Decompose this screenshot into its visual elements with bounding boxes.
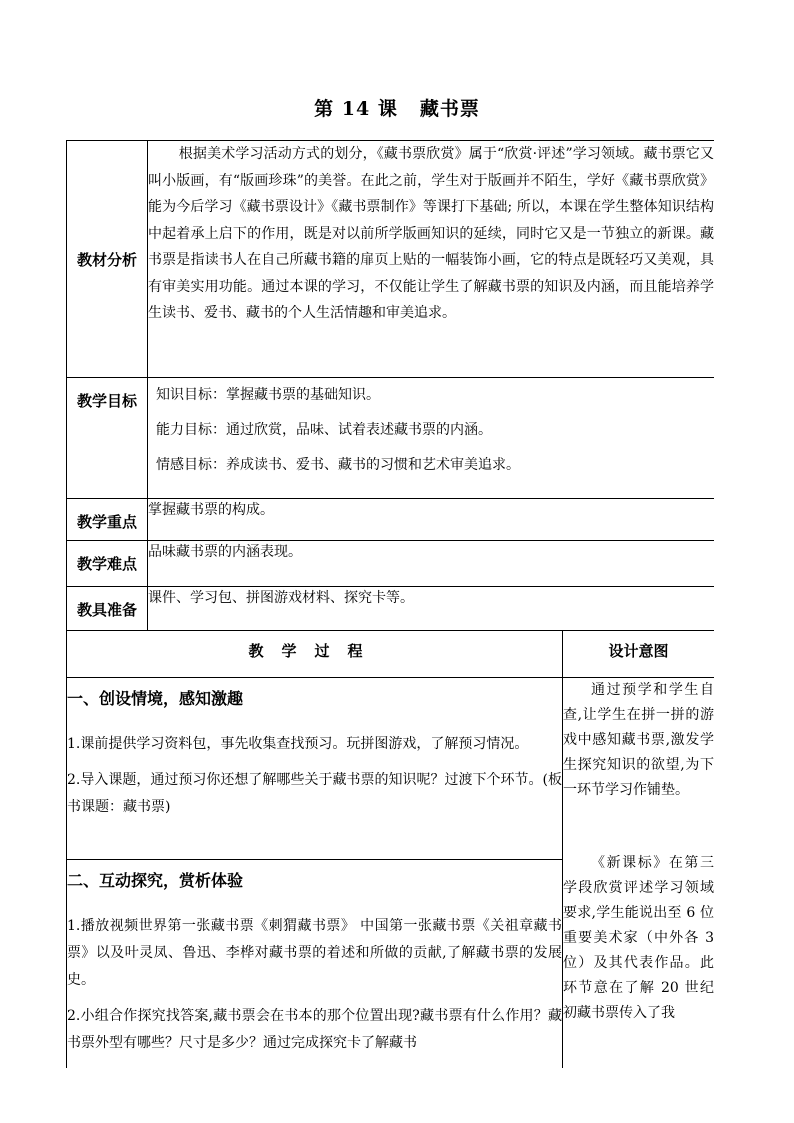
analysis-row (67, 141, 715, 378)
difficulty-text: 品味藏书票的内涵表现。 (148, 541, 715, 587)
goal-ability: 能力目标：通过欣赏，品味、试着表述藏书票的内涵。 (156, 422, 492, 438)
section-2-step-2: 2.小组合作探究找答案,藏书票会在书本的那个位置出现?藏书票有什么作用？藏书票外型有哪些？尺寸是多少？通过完成探究卡了解藏书 (67, 1008, 562, 1051)
section-1-step-2: 2.导入课题，通过预习你还想了解哪些关于藏书票的知识呢？过渡下个环节。(板书课题：藏书票) (67, 772, 562, 815)
difficulty-row (67, 541, 715, 587)
materials-text: 课件、学习包、拼图游戏材料、探究卡等。 (148, 587, 715, 631)
process-header (67, 631, 563, 678)
lesson-plan-table (66, 140, 714, 1068)
process-header-row (67, 631, 715, 678)
goal-knowledge: 知识目标：掌握藏书票的基础知识。 (156, 387, 380, 403)
lesson-title (0, 94, 794, 121)
design-intent-cell (563, 678, 715, 1069)
section-2-intent: 《新课标》在第三学段欣赏评述学习领域要求,学生能说出至 6 位重要美术家（中外各 3 位）及其代表作品。此环节意在了解 20 世纪初藏书票传入了我 (563, 855, 714, 1021)
materials-label: 教具准备 (67, 587, 148, 631)
process-header-label: 教学过程 (248, 642, 381, 660)
key-point-text: 掌握藏书票的构成。 (148, 499, 715, 541)
lesson-number: 第 14 课 (314, 98, 398, 120)
section-2-content (67, 860, 563, 1069)
section-1-content (67, 678, 563, 860)
goals-cell (148, 378, 715, 499)
section-1-intent: 通过预学和学生自查,让学生在拼一拼的游戏中感知藏书票,激发学生探究知识的欲望,为下一环节学习作铺垫。 (563, 682, 714, 798)
materials-row (67, 587, 715, 631)
key-point-row (67, 499, 715, 541)
section-1-step-1: 1.课前提供学习资料包，事先收集查找预习。玩拼图游戏，了解预习情况。 (67, 736, 529, 752)
intent-header: 设计意图 (563, 631, 715, 678)
section-2-heading: 二、互动探究，赏析体验 (67, 871, 244, 890)
section-1-heading: 一、创设情境，感知激趣 (67, 689, 244, 708)
goal-emotion: 情感目标：养成读书、爱书、藏书的习惯和艺术审美追求。 (156, 457, 520, 473)
lesson-plan-sheet (66, 140, 714, 1068)
lesson-name: 藏书票 (419, 98, 480, 120)
analysis-text: 根据美术学习活动方式的划分，《藏书票欣赏》属于“欣赏·评述”学习领域。藏书票它又叫小版画，有“版画珍珠”的美誉。在此之前，学生对于版画并不陌生，学好《藏书票欣赏》能为今后学习《藏书票设计》《藏书票制作》等课打下基础; 所以，本课在学生整体知识结构中起着承上启下的作用，既是对以前所学版画知识的延续，同时它又是一节独立的新课。藏书票是指读书人在自己所藏书籍的扉页上贴的一幅装饰小画，它的特点是既轻巧又美观，具有审美实用功能。通过本课的学习，不仅能让学生了解藏书票的知识及内涵，而且能培养学生读书、爱书、藏书的个人生活情趣和审美追求。 (148, 141, 715, 378)
key-point-label: 教学重点 (67, 499, 148, 541)
analysis-label: 教材分析 (67, 141, 148, 378)
goals-label: 教学目标 (67, 378, 148, 499)
difficulty-label: 教学难点 (67, 541, 148, 587)
section-2-step-1: 1.播放视频世界第一张藏书票《刺猬藏书票》 中国第一张藏书票《关祖章藏书票》以及叶灵凤、鲁迅、李桦对藏书票的着述和所做的贡献,了解藏书票的发展史。 (67, 918, 562, 988)
goals-row (67, 378, 715, 499)
section-1-row (67, 678, 715, 860)
